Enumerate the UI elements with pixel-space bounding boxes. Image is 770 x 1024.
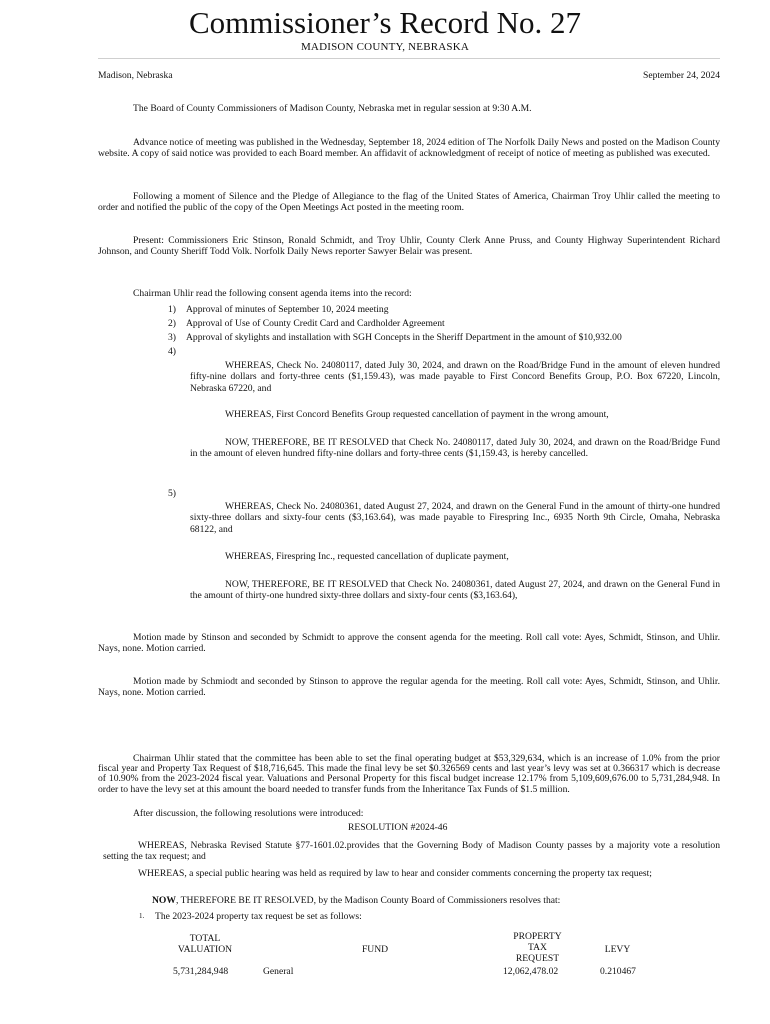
valuation-header-line2: VALUATION [177,944,233,955]
header-divider [98,58,720,59]
col-header-levy: LEVY [604,944,631,955]
item4-resolved: NOW, THEREFORE, BE IT RESOLVED that Check No. 24080117, dated July 30, 2024, and drawn on the Road/Bridge Fund in the amount of eleven hundred fifty-nine dollars and forty-three cents ($1,159.43, is hereby cancelled. [190,437,720,460]
regular-motion: Motion made by Schmiodt and seconded by Stinson to approve the regular agenda for the meeting. Roll call vote: Ayes, Schmidt, Stinson, and Uhlir. Nays, none. Motion carried. [98,676,720,699]
table-cell-fund: General [263,966,294,977]
resolution-resolved [152,895,560,906]
session-paragraph: The Board of County Commissioners of Madison County, Nebraska met in regular session at 9:30 A.M. [133,103,532,114]
discussion-note: After discussion, the following resolutions were introduced: [133,808,364,819]
consent-item-number: 5) [168,488,176,499]
col-header-request [490,931,585,964]
consent-item-text: Approval of minutes of September 10, 2024 meeting [186,304,389,315]
table-cell-request: 12,062,478.02 [503,966,559,977]
consent-item-number: 2) [168,318,176,329]
col-header-fund: FUND [361,944,389,955]
request-header-line1: PROPERTY [513,931,562,942]
resolution-item-text: The 2023-2024 property tax request be set as follows: [155,911,362,922]
resolution-whereas-statute: WHEREAS, Nebraska Revised Statute §77-1601.02.provides that the Governing Body of Madison County passes by a majority vote a resolution setting the tax request; and [103,840,720,863]
table-cell-valuation: 5,731,284,948 [173,966,229,977]
budget-statement: Chairman Uhlir stated that the committee has been able to set the final operating budget at $53,329,634, which is an increase of 1.0% from the prior fiscal year and Property Tax Request of $18,716,645. This made the final levy be set $0.326569 cents and last year’s levy was set at 0.366317 which is decrease of 10.90% from the 2023-2024 fiscal year. Valuations and Personal Property for this fiscal budget increase 12.17% from 5,109,609,676.00 to 5,731,284,948. In order to have the levy set at this amount the board needed to transfer funds from the Inheritance Tax Funds of $1.5 million. [98,753,720,795]
request-header-line3: REQUEST [515,953,560,964]
notice-paragraph: Advance notice of meeting was published in the Wednesday, September 18, 2024 edition of The Norfolk Daily News and posted on the Madison County website. A copy of said notice was provided to each Board member. An affidavit of acknowledgment of receipt of notice of meeting as published was executed. [98,137,720,160]
resolved-text: , THEREFORE BE IT RESOLVED, by the Madison County Board of Commissioners resolves that: [175,895,561,906]
consent-intro: Chairman Uhlir read the following consent agenda items into the record: [133,288,412,299]
table-cell-levy: 0.210467 [600,966,636,977]
page-title: Commissioner’s Record No. 27 [188,5,582,40]
resolution-title: RESOLUTION #2024-46 [348,822,448,833]
item5-resolved: NOW, THEREFORE, BE IT RESOLVED that Check No. 24080361, dated August 27, 2024, and drawn on the General Fund in the amount of thirty-one hundred sixty-three dollars and sixty-four cents ($3,163.64), [190,579,720,602]
item5-whereas-check: WHEREAS, Check No. 24080361, dated August 27, 2024, and drawn on the General Fund in the amount of thirty-one hundred sixty-three dollars and sixty-four cents ($3,163.64), was made payable to Firespring Inc., 6935 North 9th Circle, Omaha, Nebraska 68122, and [190,501,720,535]
item4-whereas-request: WHEREAS, First Concord Benefits Group requested cancellation of payment in the wrong amount, [225,409,609,420]
item4-whereas-check: WHEREAS, Check No. 24080117, dated July 30, 2024, and drawn on the Road/Bridge Fund in the amount of eleven hundred fifty-nine dollars and forty-three cents ($1,159.43), was made payable to First Concord Benefits Group, P.O. Box 67220, Lincoln, Nebraska 67220, and [190,360,720,394]
consent-item-text: Approval of Use of County Credit Card and Cardholder Agreement [186,318,445,329]
request-header-line2: TAX [528,942,547,953]
item5-whereas-request: WHEREAS, Firespring Inc., requested cancellation of duplicate payment, [225,551,509,562]
col-header-valuation [160,933,250,955]
valuation-header-line1: TOTAL [189,933,221,944]
resolution-whereas-hearing: WHEREAS, a special public hearing was held as required by law to hear and consider comments concerning the property tax request; [138,868,652,879]
consent-item-number: 4) [168,346,176,357]
meeting-date: September 24, 2024 [642,70,720,81]
county-subtitle: MADISON COUNTY, NEBRASKA [300,41,470,53]
consent-item-number: 3) [168,332,176,343]
pledge-paragraph: Following a moment of Silence and the Pledge of Allegiance to the flag of the United States of America, Chairman Troy Uhlir called the meeting to order and notified the public of the copy of the Open Meetings Act posted in the meeting room. [98,191,720,214]
present-paragraph: Present: Commissioners Eric Stinson, Ronald Schmidt, and Troy Uhlir, County Clerk Anne Pruss, and County Highway Superintendent Richard Johnson, and County Sheriff Todd Volk. Norfolk Daily News reporter Sawyer Belair was present. [98,235,720,258]
resolved-bold: NOW [152,895,176,906]
consent-item-text: Approval of skylights and installation with SGH Concepts in the Sheriff Department in the amount of $10,932.00 [186,332,622,343]
meeting-location: Madison, Nebraska [98,70,173,81]
resolution-item-number: 1. [139,912,145,920]
consent-item-number: 1) [168,304,176,315]
consent-motion: Motion made by Stinson and seconded by Schmidt to approve the consent agenda for the meeting. Roll call vote: Ayes, Schmidt, Stinson, and Uhlir. Nays, none. Motion carried. [98,632,720,655]
